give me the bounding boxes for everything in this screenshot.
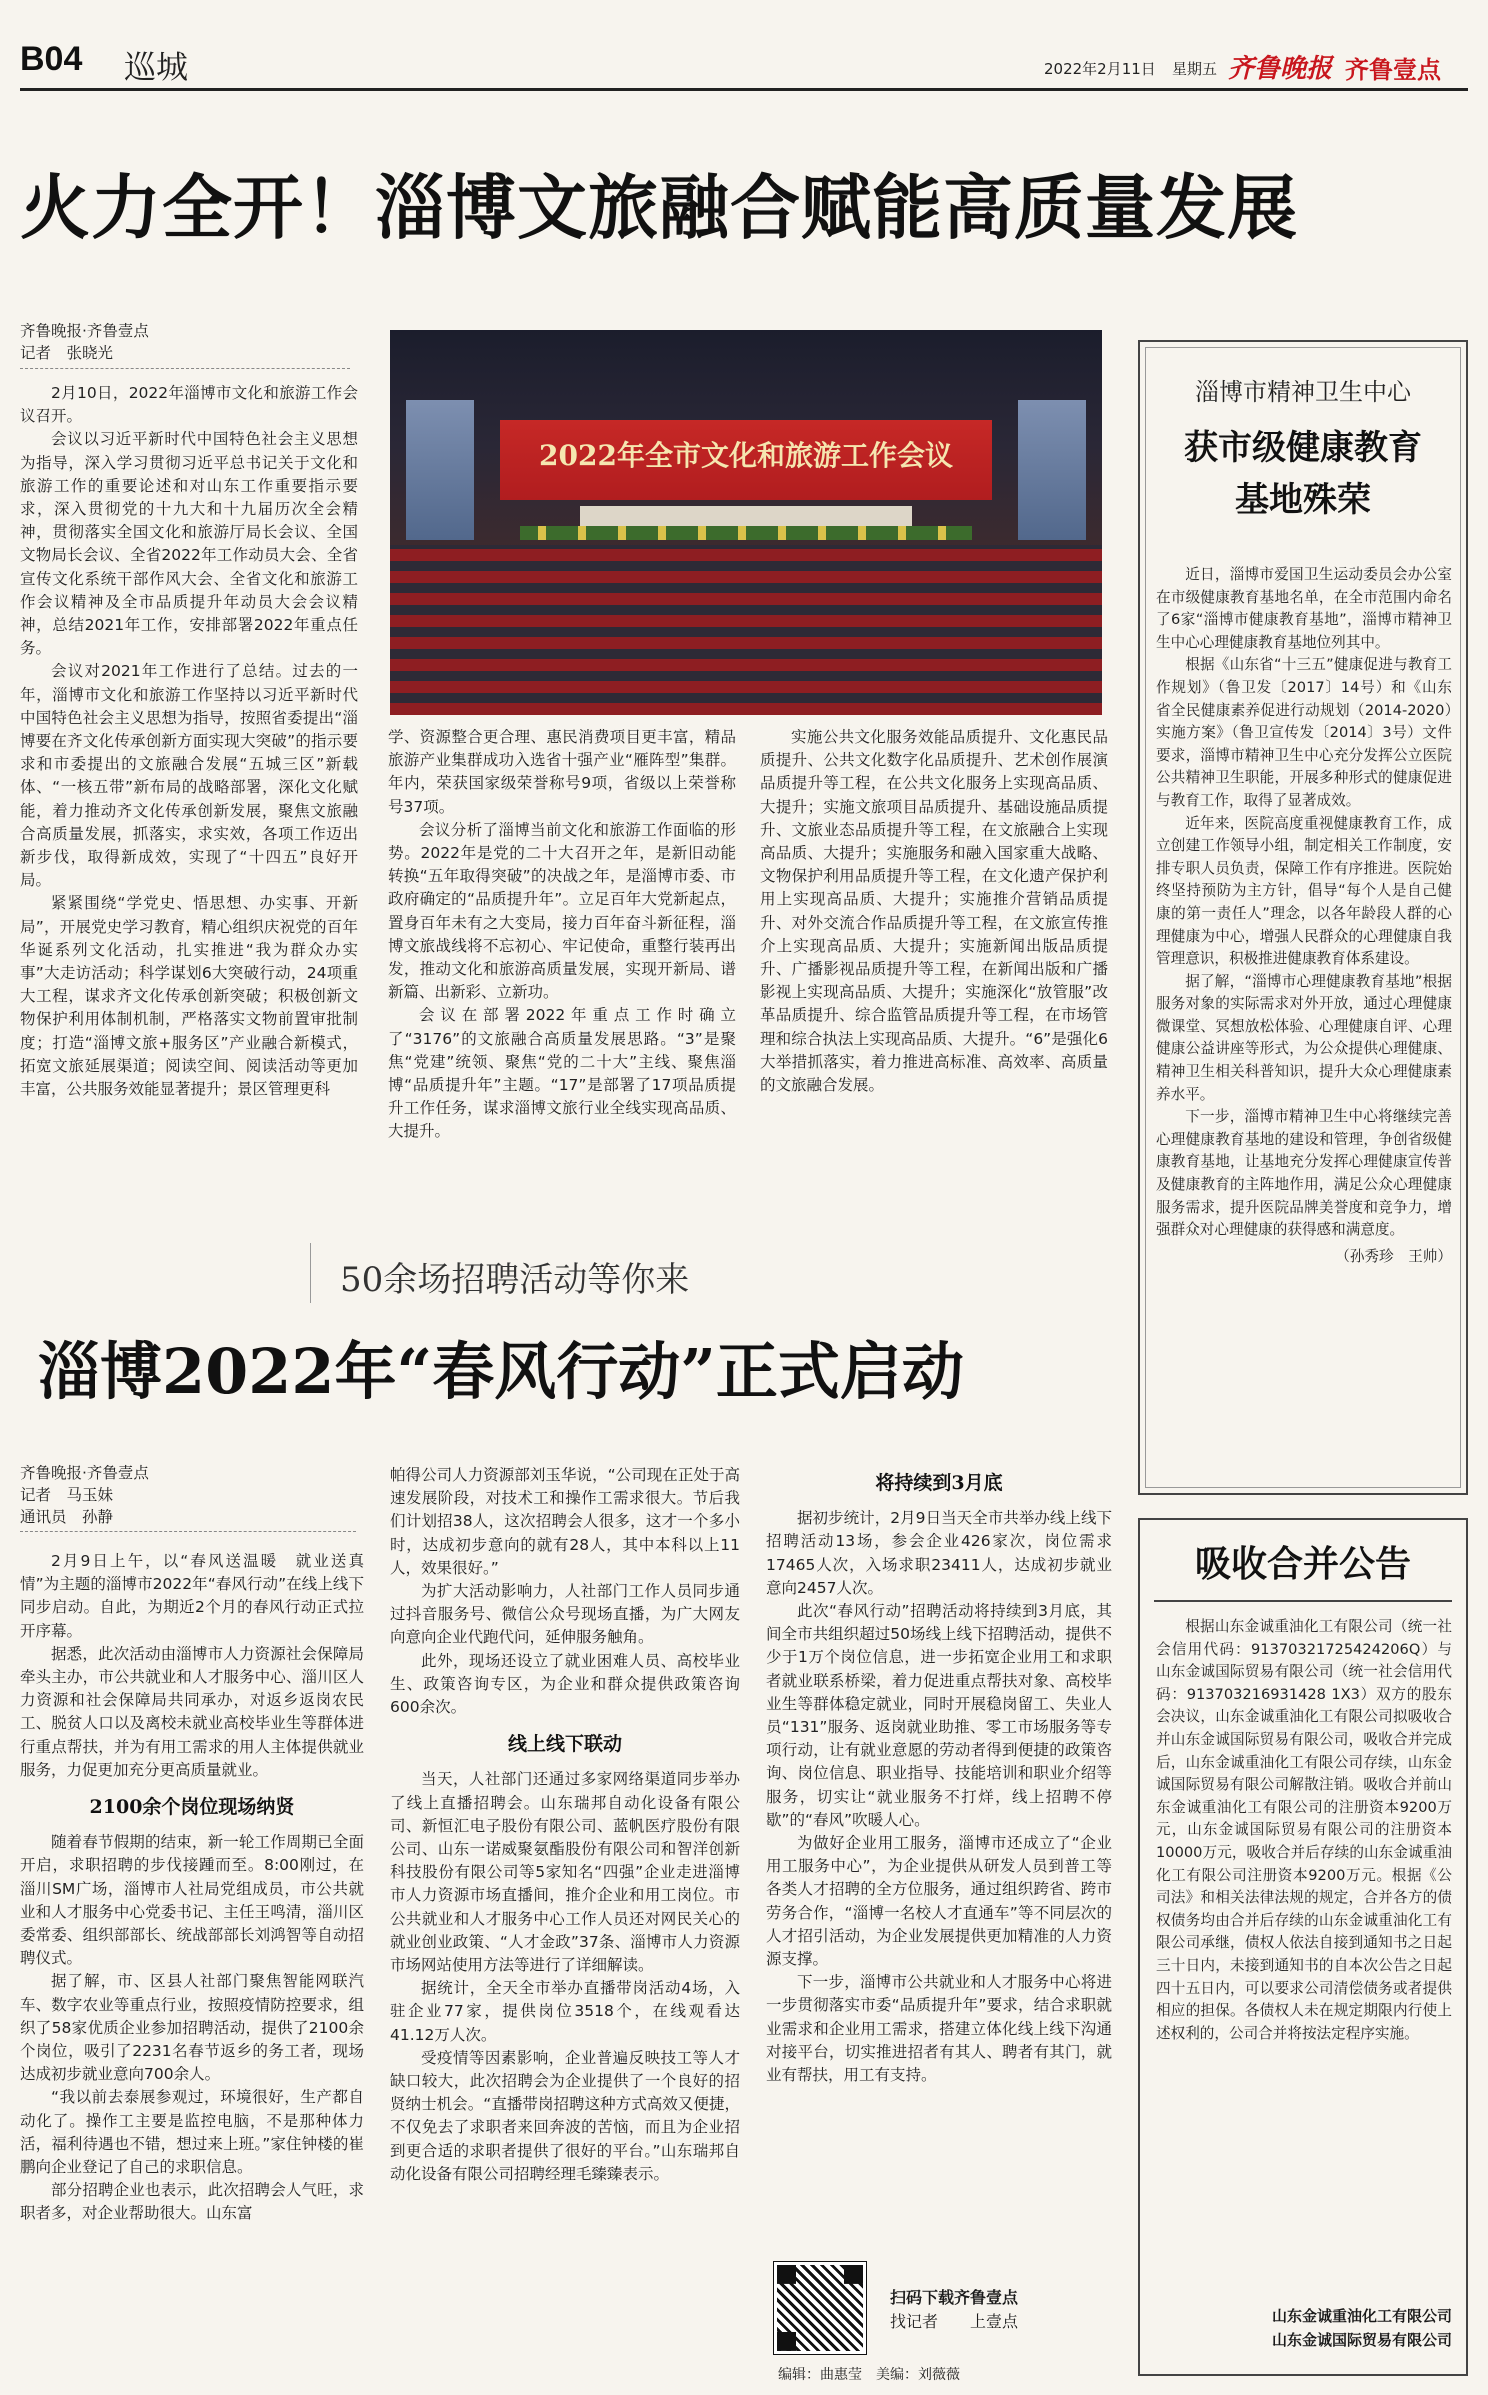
page-header — [20, 36, 1468, 86]
paragraph: 下一步，淄博市精神卫生中心将继续完善心理健康教育基地的建设和管理，争创省级健康教育基地，让基地充分发挥心理健康宣传普及健康教育的主阵地作用，满足公众心理健康服务需求，提升医院品牌美誉度和竞争力，增强群众对心理健康的获得感和满意度。 — [1156, 1108, 1452, 1239]
article2-source: 齐鲁晚报·齐鲁壹点 — [20, 1464, 149, 1482]
merger-signers — [1156, 2304, 1452, 2352]
header-rule — [20, 88, 1468, 91]
article1-col2 — [388, 726, 736, 1144]
brand-logo: 齐鲁壹点 — [1345, 56, 1441, 84]
signer-1: 山东金诚重油化工有限公司 — [1271, 2307, 1452, 2325]
subhead-online: 线上线下联动 — [507, 1733, 622, 1756]
paragraph: 学、资源整合更合理、惠民消费项目更丰富，精品旅游产业集群成功入选省十强产业“雁阵型”集群。年内，荣获国家级荣誉称号9项，省级以上荣誉称号37项。 — [388, 728, 736, 816]
paragraph: “我以前去泰展参观过，环境很好，生产都自动化了。操作工主要是监控电脑，不是那种体力活，福利待遇也不错，想过来上班。”家住钟楼的崔鹏向企业登记了自己的求职信息。 — [20, 2088, 364, 2177]
article2-correspondent: 通讯员 孙静 — [20, 1508, 114, 1526]
paragraph: 当天，人社部门还通过多家网络渠道同步举办了线上直播招聘会。山东瑞邦自动化设备有限公司、新恒汇电子股份有限公司、蓝帆医疗股份有限公司、山东一诺威聚氨酯股份有限公司和智洋创新科技股份有限公司等5家知名“四强”企业走进淄博市人力资源市场直播间，推介企业和用工岗位。市公共就业和人才服务中心工作人员还对网民关心的就业创业政策、“人才金政”37条、淄博市人力资源市场网站使用方法等进行了详细解读。 — [390, 1770, 740, 1975]
article1-source: 齐鲁晚报·齐鲁壹点 — [20, 322, 149, 340]
article2-byline — [20, 1462, 350, 1528]
merger-notice-title: 吸收合并公告 — [1194, 1543, 1411, 1585]
byline-rule — [20, 1531, 356, 1532]
qr-caption-line2: 找记者 上壹点 — [890, 2312, 1019, 2331]
paragraph: 会议分析了淄博当前文化和旅游工作面临的形势。2022年是党的二十大召开之年，是新旧动能转换“五年取得突破”的决战之年，是淄博市委、市政府确定的“品质提升年”。立足百年大党新起点，置身百年未有之大变局，接力百年奋斗新征程，淄博文旅战线将不忘初心、牢记使命，重整行装再出发，推动文化和旅游高质量发展，实现开新局、谱新篇、出新彩、立新功。 — [388, 820, 736, 1002]
subhead-jobs: 2100余个岗位现场纳贤 — [89, 1796, 295, 1819]
paragraph: 2月10日，2022年淄博市文化和旅游工作会议召开。 — [20, 384, 358, 426]
paper-logo: 齐鲁晚报 — [1228, 54, 1333, 84]
paragraph: 实施公共文化服务效能品质提升、文化惠民品质提升、公共文化数字化品质提升、艺术创作展演品质提升等工程，在公共文化服务上实现高品质、大提升；实施文旅项目品质提升、基础设施品质提升、文旅业态品质提升等工程，在文旅融合上实现高品质、大提升；实施服务和融入国家重大战略、文物保护利用品质提升等工程，在文化遗产保护利用上实现高品质、大提升；实施推介营销品质提升、对外交流合作品质提升等工程，在文旅宣传推介上实现高品质、大提升；实施新闻出版品质提升、广播影视品质提升等工程，在新闻出版和广播影视上实现高品质、大提升；实施深化“放管服”改革品质提升、综合监管品质提升等工程，在市场管理和综合执法上实现高品质、大提升。“6”是强化6大举措抓落实，着力推进高标准、高效率、高质量的文旅融合发展。 — [760, 728, 1108, 1095]
editors-credit: 编辑：曲惠莹 美编：刘薇薇 — [778, 2367, 960, 2383]
stage-flowers — [520, 526, 972, 540]
article2-reporter: 记者 马玉妹 — [20, 1486, 114, 1504]
paragraph: 会议以习近平新时代中国特色社会主义思想为指导，深入学习贯彻习近平总书记关于文化和旅游工作的重要论述和对山东工作重要指示要求，深入贯彻党的十九大和十九届历次全会精神，贯彻落实全国文化和旅游厅局长会议、全国文物局长会议、全省2022年工作动员大会、全省宣传文化系统干部作风大会、全省文化和旅游工作会议精神及全市品质提升年动员大会会议精神，总结2021年工作，安排部署2022年重点任务。 — [20, 430, 358, 658]
merger-title-rule — [1154, 1600, 1452, 1602]
kicker-left-rule — [310, 1243, 311, 1303]
merger-notice-box — [1138, 1518, 1468, 2376]
paragraph: 近日，淄博市爱国卫生运动委员会办公室在市级健康教育基地名单，在全市范围内命名了6家“淄博市健康教育基地”，淄博市精神卫生中心心理健康教育基地位列其中。 — [1156, 566, 1452, 651]
paragraph: 2月9日上午，以“春风送温暖 就业送真情”为主题的淄博市2022年“春风行动”在线上线下同步启动。自此，为期近2个月的春风行动正式拉开序幕。 — [20, 1552, 364, 1640]
photo-banner: 2022年全市文化和旅游工作会议 — [539, 439, 953, 472]
issue-weekday: 星期五 — [1172, 60, 1218, 78]
paragraph: 根据《山东省“十三五”健康促进与教育工作规划》（鲁卫发〔2017〕14号）和《山东省全民健康素养促进行动规划（2014-2020）实施方案》（鲁卫宣传发〔2014〕3号）文件要求，淄博市精神卫生中心充分发挥公立医院公共精神卫生职能，开展多种形式的健康促进与教育工作，取得了显著成效。 — [1156, 656, 1452, 809]
paragraph: 据统计，全天全市举办直播带岗活动4场，入驻企业77家，提供岗位3518个，在线观看达41.12万人次。 — [390, 1979, 740, 2044]
page-code: B04 — [20, 40, 83, 78]
article2-headline: 淄博2022年“春风行动”正式启动 — [38, 1335, 964, 1408]
health-notice-box — [1138, 340, 1468, 1495]
qr-code[interactable] — [774, 2262, 866, 2354]
paragraph: 帕得公司人力资源部刘玉华说，“公司现在正处于高速发展阶段，对技术工和操作工需求很大。节后我们计划招38人，这次招聘会人很多，这才一个多小时，达成初步意向的就有28人，其中本科以上11人，效果很好。” — [390, 1466, 740, 1577]
qr-caption-line1: 扫码下载齐鲁壹点 — [890, 2288, 1019, 2307]
article1-headline: 火力全开！淄博文旅融合赋能高质量发展 — [20, 166, 1298, 249]
health-notice-title-2: 基地殊荣 — [1235, 480, 1371, 520]
section-name: 巡城 — [124, 48, 189, 86]
health-notice-title-1: 获市级健康教育 — [1184, 428, 1422, 468]
paragraph: 根据山东金诚重油化工有限公司（统一社会信用代码：91370321725424206Q）与山东金诚国际贸易有限公司（统一社会信用代码：913703216931428 1X3）双方的股东会决议，山东金诚重油化工有限公司拟吸收合并山东金诚国际贸易有限公司，吸收合并完成后，山东金诚重油化工有限公司存续，山东金诚国际贸易有限公司解散注销。吸收合并前山东金诚重油化工有限公司的注册资本9200万元，山东金诚国际贸易有限公司的注册资本10000万元，吸收合并后存续的山东金诚重油化工有限公司注册资本9200万元。根据《公司法》和相关法律法规的规定，合并各方的债权债务均由合并后存续的山东金诚重油化工有限公司承继，债权人依法自接到通知书之日起三十日内，未接到通知书的自本次公告之日起四十五日内，可以要求公司清偿债务或者提供相应的担保。各债权人未在规定期限内行使上述权利的，公司合并将按法定程序实施。 — [1156, 1618, 1452, 2042]
audience-seats — [390, 545, 1102, 715]
article2-kicker: 50余场招聘活动等你来 — [340, 1260, 690, 1300]
health-notice-author: （孙秀珍 王帅） — [1335, 1247, 1452, 1265]
byline-rule — [20, 368, 350, 369]
paragraph: 此次“春风行动”招聘活动将持续到3月底，其间全市共组织超过50场线上线下招聘活动，提供不少于1万个岗位信息，进一步拓宽企业用工和求职者就业联系桥梁，着力促进重点帮扶对象、高校毕业生等群体稳定就业，同时开展稳岗留工、失业人员“131”服务、返岗就业助推、零工市场服务等专项行动，让有就业意愿的劳动者得到便捷的政策咨询、岗位信息、职业指导、技能培训和职业介绍等服务，切实让“就业服务不打烊，线上招聘不停歇”的“春风”吹暖人心。 — [766, 1602, 1112, 1829]
paragraph: 随着春节假期的结束，新一轮工作周期已全面开启，求职招聘的步伐接踵而至。8:00刚过，在淄川SM广场，淄博市人社局党组成员，市公共就业和人才服务中心党委书记、主任王鸣清，淄川区委常委、组织部部长、统战部部长刘鸿智等自动招聘仪式。 — [20, 1833, 364, 1968]
conference-photo — [390, 330, 1102, 715]
issue-date: 2022年2月11日 — [1044, 60, 1156, 78]
health-notice-body — [1156, 564, 1452, 1268]
stage-screen-left — [406, 400, 474, 540]
paragraph: 会议在部署2022年重点工作时确立了“3176”的文旅融合高质量发展思路。“3”是聚焦“党建”统领、聚焦“党的二十大”主线、聚焦淄博“品质提升年”主题。“17”是部署了17项品质提升工作任务，谋求淄博文旅行业全线实现高品质、大提升。 — [388, 1006, 736, 1141]
paragraph: 此外，现场还设立了就业困难人员、高校毕业生、政策咨询专区，为企业和群众提供政策咨询600余次。 — [390, 1651, 740, 1717]
article2-col2 — [390, 1464, 740, 2186]
article1-col3 — [760, 726, 1108, 1097]
qr-caption — [890, 2286, 1100, 2334]
stage-screen-right — [1018, 400, 1086, 540]
paragraph: 为扩大活动影响力，人社部门工作人员同步通过抖音服务号、微信公众号现场直播，为广大网友向意向企业代跑代问，延伸服务触角。 — [390, 1582, 740, 1647]
article1-reporter: 记者 张晓光 — [20, 344, 114, 362]
paragraph: 为做好企业用工服务，淄博市还成立了“企业用工服务中心”，为企业提供从研发人员到普工等各类人才招聘的全方位服务，通过组织跨省、跨市劳务合作，“淄博一名校人才直通车”等不同层次的人才招引活动，为企业发展提供更加精准的人力资源支撑。 — [766, 1834, 1112, 1969]
article2-col1 — [20, 1550, 364, 2226]
article1-byline — [20, 320, 350, 364]
paragraph: 据了解，“淄博市心理健康教育基地”根据服务对象的实际需求对外开放，通过心理健康微课堂、冥想放松体验、心理健康自评、心理健康公益讲座等形式，为公众提供心理健康、精神卫生相关科普知识，提升大众心理健康素养水平。 — [1156, 972, 1452, 1103]
paragraph: 部分招聘企业也表示，此次招聘会人气旺，求职者多，对企业帮助很大。山东富 — [20, 2181, 364, 2223]
signer-2: 山东金诚国际贸易有限公司 — [1271, 2331, 1452, 2349]
article2-col3 — [766, 1472, 1112, 2087]
article1-col1 — [20, 382, 358, 1101]
subhead-schedule: 将持续到3月底 — [875, 1472, 1003, 1494]
paragraph: 受疫情等因素影响，企业普遍反映技工等人才缺口较大，此次招聘会为企业提供了一个良好的招贤纳士机会。“直播带岗招聘这种方式高效又便捷，不仅免去了求职者来回奔波的苦恼，而且为企业招到更合适的求职者提供了很好的平台。”山东瑞邦自动化设备有限公司招聘经理毛臻臻表示。 — [390, 2048, 740, 2183]
paragraph: 据初步统计，2月9日当天全市共举办线上线下招聘活动13场，参会企业426家次，岗位需求17465人次，入场求职23411人，达成初步就业意向2457人次。 — [766, 1509, 1112, 1597]
podium-row — [580, 506, 912, 526]
merger-notice-body — [1156, 1616, 1452, 2045]
paragraph: 会议对2021年工作进行了总结。过去的一年，淄博市文化和旅游工作坚持以习近平新时代中国特色社会主义思想为指导，按照省委提出“淄博要在齐文化传承创新方面实现大突破”的指示要求和市委提出的文旅融合发展“五城三区”新载体、“一核五带”新布局的战略部署，深化文化赋能，着力推动齐文化传承创新发展，聚焦文旅融合高质量发展，抓落实，求实效，各项工作迈出新步伐，取得新成效，实现了“十四五”良好开局。 — [20, 662, 358, 890]
paragraph: 下一步，淄博市公共就业和人才服务中心将进一步贯彻落实市委“品质提升年”要求，结合求职就业需求和企业用工需求，搭建立体化线上线下沟通对接平台，切实推进招者有其人、聘者有其门，就业有帮扶，用工有支持。 — [766, 1973, 1112, 2085]
health-notice-kicker: 淄博市精神卫生中心 — [1195, 378, 1411, 406]
paragraph: 据了解，市、区县人社部门聚焦智能网联汽车、数字农业等重点行业，按照疫情防控要求，组织了58家优质企业参加招聘活动，提供了2100余个岗位，吸引了2231名春节返乡的务工者，现场达成初步就业意向700余人。 — [20, 1972, 364, 2084]
paragraph: 据悉，此次活动由淄博市人力资源社会保障局牵头主办，市公共就业和人才服务中心、淄川区人力资源和社会保障局共同承办，对返乡返岗农民工、脱贫人口以及离校未就业高校毕业生等群体进行重点帮扶，并为有用工需求的用人主体提供就业服务，力促更加充分更高质量就业。 — [20, 1644, 364, 1779]
paragraph: 紧紧围绕“学党史、悟思想、办实事、开新局”，开展党史学习教育，精心组织庆祝党的百年华诞系列文化活动，扎实推进“我为群众办实事”大走访活动；科学谋划6大突破行动，24项重大工程，谋求齐文化传承创新突破；积极创新文物保护利用体制机制，严格落实文物前置审批制度；打造“淄博文旅+服务区”产业融合新模式，拓宽文旅延展渠道；阅读空间、阅读活动等更加丰富，公共服务效能显著提升；景区管理更科 — [20, 894, 358, 1099]
paragraph: 近年来，医院高度重视健康教育工作，成立创建工作领导小组，制定相关工作制度，安排专职人员负责，保障工作有序推进。医院始终坚持预防为主方针，倡导“每个人是自己健康的第一责任人”理念，以各年龄段人群的心理健康为中心，增强人民群众的心理健康自我管理意识，积极推进健康教育体系建设。 — [1156, 814, 1452, 968]
